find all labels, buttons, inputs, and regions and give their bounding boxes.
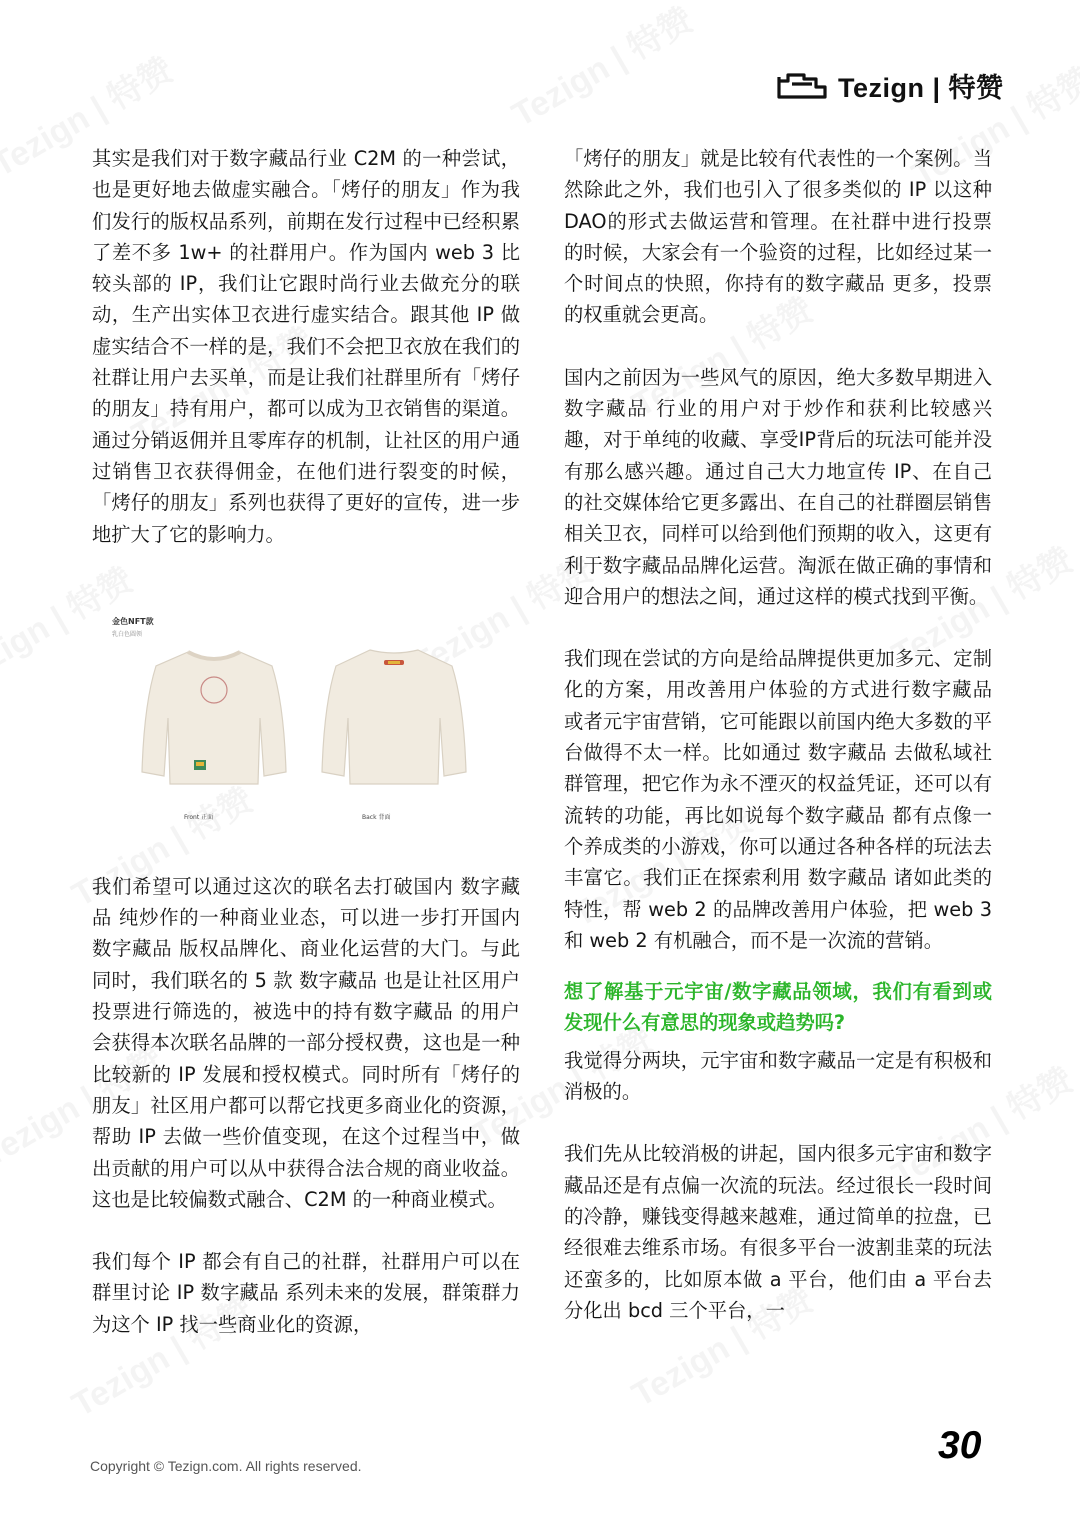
tezign-logo-icon: [776, 71, 828, 101]
paragraph: 其实是我们对于数字藏品行业 C2M 的一种尝试，也是更好地去做虚实融合。「烤仔的朋友」作为我们发行的版权品系列，前期在发行过程中已经积累了差不多 1w+ 的社群用户。作为国内 web 3 比较头部的 IP，我们让它跟时尚行业去做充分的联动，生产出实体卫衣进行虚实结合。跟其他 IP 做虚实结合不一样的是，我们不会把卫衣放在我们的社群让用户去买单，而是让我们社群里所有「烤仔的朋友」持有用户，都可以成为卫衣销售的渠道。通过分销返佣并且零库存的机制，让社区的用户通过销售卫衣获得佣金，在他们进行裂变的时候，「烤仔的朋友」系列也获得了更好的宣传，进一步地扩大了它的影响力。: [92, 147, 520, 546]
logo-text: Tezign | 特赞: [838, 73, 1004, 103]
right-column: [564, 143, 992, 1326]
interview-question: 想了解基于元宇宙/数字藏品领域，我们有看到或发现什么有意思的现象或趋势吗?: [564, 980, 992, 1035]
figure-subtitle: 乳白色圆领: [112, 630, 143, 638]
front-label: Front 正面: [184, 813, 214, 821]
copyright-notice: Copyright © Tezign.com. All rights reserved.: [90, 1458, 362, 1474]
brand-logo: [776, 66, 1004, 105]
paragraph: 我们先从比较消极的讲起，国内很多元宇宙和数字藏品还是有点偏一次流的玩法。经过很长一段时间的冷静，赚钱变得越来越难，通过简单的拉盘，已经很难去维系市场。有很多平台一波割韭菜的玩法还蛮多的，比如原本做 a 平台，他们由 a 平台去分化出 bcd 三个平台，一: [564, 1142, 992, 1322]
sweater-front-image: [140, 644, 288, 794]
paragraph: 国内之前因为一些风气的原因，绝大多数早期进入 数字藏品 行业的用户对于炒作和获利比较感兴趣，对于单纯的收藏、享受IP背后的玩法可能并没有那么感兴趣。通过自己大力地宣传 IP、在自己的社交媒体给它更多露出、在自己的社群圈层销售相关卫衣，同样可以给到他们预期的收入，这更有利于数字藏品品牌化运营。淘派在做正确的事情和迎合用户的想法之间，通过这样的模式找到平衡。: [564, 365, 992, 608]
page-number: 30: [938, 1424, 982, 1467]
paragraph: 「烤仔的朋友」就是比较有代表性的一个案例。当然除此之外，我们也引入了很多类似的 IP 以这种DAO的形式去做运营和管理。在社群中进行投票的时候，大家会有一个验资的过程，比如经过某一个时间点的快照，你持有的数字藏品 更多，投票的权重就会更高。: [564, 147, 992, 327]
back-label: Back 背面: [362, 813, 391, 821]
sweater-figure: [92, 606, 512, 821]
paragraph: 我们每个 IP 都会有自己的社群，社群用户可以在群里讨论 IP 数字藏品 系列未来的发展，群策群力为这个 IP 找一些商业化的资源，: [92, 1250, 520, 1336]
paragraph: 我们现在尝试的方向是给品牌提供更加多元、定制化的方案，用改善用户体验的方式进行数字藏品 或者元宇宙营销，它可能跟以前国内绝大多数的平台做得不太一样。比如通过 数字藏品 去做私域社群管理，把它作为永不湮灭的权益凭证，还可以有流转的功能，再比如说每个数字藏品 都有点像一个养成类的小游戏，你可以通过各种各样的玩法去丰富它。我们正在探索利用 数字藏品 诸如此类的特性，帮 web 2 的品牌改善用户体验，把 web 3 和 web 2 有机融合，而不是一次流的营销。: [564, 647, 992, 952]
paragraph: 我们希望可以通过这次的联名去打破国内 数字藏品 纯炒作的一种商业业态，可以进一步打开国内数字藏品 版权品牌化、商业化运营的大门。与此同时，我们联名的 5 款 数字藏品 也是让社区用户投票进行筛选的，被选中的持有数字藏品 的用户会获得本次联名品牌的一部分授权费，这也是一种比较新的 IP 发展和授权模式。同时所有「烤仔的朋友」社区用户都可以帮它找更多商业化的资源，帮助 IP 去做一些价值变现，在这个过程当中，做出贡献的用户可以从中获得合法合规的商业收益。这也是比较偏数式融合、C2M 的一种商业模式。: [92, 874, 520, 1211]
watermark: [501, 0, 700, 136]
figure-title: 金色NFT款: [112, 616, 154, 626]
paragraph: 我觉得分两块，元宇宙和数字藏品一定是有积极和消极的。: [564, 1048, 992, 1104]
sweater-back-image: [320, 644, 468, 794]
left-column: [92, 143, 520, 1340]
